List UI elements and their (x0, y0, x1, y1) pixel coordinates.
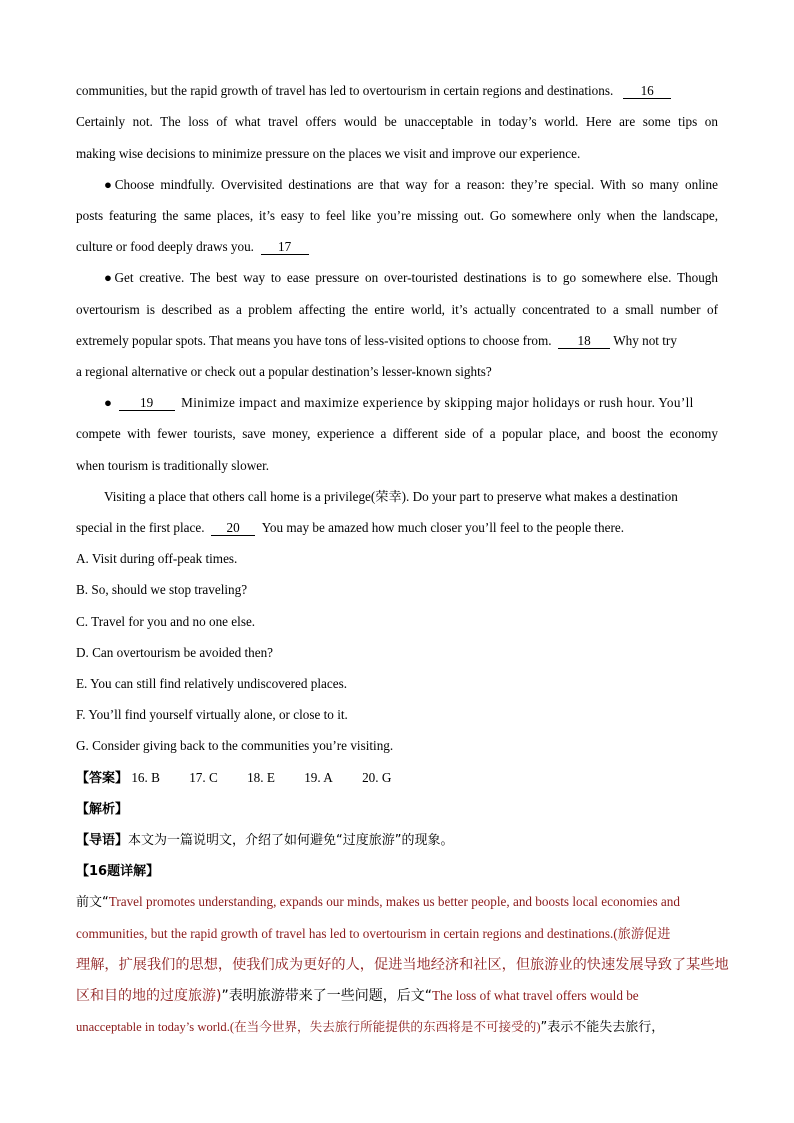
passage-line-9: extremely popular spots. That means you have tons of less-visited options to choose from. 18 Why not try (76, 333, 677, 348)
passage-line-15: special in the first place. 20 You may be amazed how much closer you’ll feel to the people there. (76, 520, 625, 535)
passage-line-1: communities, but the rapid growth of travel has led to overtourism in certain regions and destinations. 16 (76, 81, 718, 101)
blank-16: 16 (623, 84, 671, 99)
option-c: C. Travel for you and no one else. (76, 614, 256, 629)
guide-label: 【导语】 (76, 833, 129, 848)
passage-line-2: Certainly not. The loss of what travel offers would be unacceptable in today’s world. Here are some tips on (76, 114, 718, 129)
answer-17: 17. C (189, 770, 218, 785)
answer-18: 18. E (247, 770, 275, 785)
passage-line-6: culture or food deeply draws you. 17 (76, 237, 718, 257)
detail-16-label: 【16题详解】 (76, 864, 160, 879)
option-e: E. You can still find relatively undiscovered places. (76, 676, 348, 691)
passage-line-13: when tourism is traditionally slower. (76, 458, 270, 473)
guide-line: 【导语】本文为一篇说明文，介绍了如何避免“过度旅游”的现象。 (76, 833, 454, 848)
option-g: G. Consider giving back to the communities you’re visiting. (76, 738, 394, 753)
answer-line (76, 768, 718, 788)
answer-20: 20. G (362, 770, 392, 785)
answer-16: 16. B (131, 770, 160, 785)
detail-line-1: 前文“Travel promotes understanding, expands our minds, makes us better people, and boosts local economies and (76, 894, 680, 910)
blank-17: 17 (261, 240, 309, 255)
analysis-label: 【解析】 (76, 802, 129, 817)
detail-line-3: 理解，扩展我们的思想，使我们成为更好的人，促进当地经济和社区，但旅游业的快速发展导致了某些地 (76, 957, 729, 973)
tip-choose-mindfully: ●Choose mindfully. Overvisited destinations are that way for a reason: they’re special. With so many online (104, 177, 718, 192)
passage-line-12: compete with fewer tourists, save money, experience a different side of a popular place, and boost the economy (76, 426, 718, 441)
option-f: F. You’ll find yourself virtually alone, or close to it. (76, 707, 348, 722)
passage-line-3: making wise decisions to minimize pressure on the places we visit and improve our experience. (76, 146, 581, 161)
blank-19: 19 (119, 396, 175, 411)
passage-line-8: overtourism is described as a problem affecting the entire world, it’s actually concentrated to a small number of (76, 302, 718, 317)
answer-label: 【答案】 (76, 771, 129, 786)
tip-blank-19: ● 19 Minimize impact and maximize experience by skipping major holidays or rush hour. You’ll (104, 395, 694, 410)
detail-line-2: communities, but the rapid growth of travel has led to overtourism in certain regions and destinations.(旅游促进 (76, 926, 671, 941)
tip-get-creative: ●Get creative. The best way to ease pressure on over-touristed destinations is to go somewhere else. Though (104, 270, 718, 285)
passage-line-5: posts featuring the same places, it’s easy to feel like you’re missing out. Go somewhere only when the landscape, (76, 208, 718, 223)
detail-line-5: unacceptable in today’s world.(在当今世界，失去旅行所能提供的东西将是不可接受的)”表示不能失去旅行， (76, 1020, 665, 1035)
answer-19: 19. A (304, 770, 333, 785)
passage-line-14: Visiting a place that others call home is a privilege(荣幸). Do your part to preserve what makes a destination (104, 489, 678, 504)
blank-18: 18 (558, 334, 610, 349)
passage-line-10: a regional alternative or check out a popular destination’s lesser-known sights? (76, 364, 492, 379)
option-d: D. Can overtourism be avoided then? (76, 645, 274, 660)
option-b: B. So, should we stop traveling? (76, 582, 248, 597)
detail-line-4: 区和目的地的过度旅游)”表明旅游带来了一些问题，后文“The loss of what travel offers would be (76, 988, 639, 1004)
option-a: A. Visit during off-peak times. (76, 551, 238, 566)
blank-20: 20 (211, 521, 255, 536)
